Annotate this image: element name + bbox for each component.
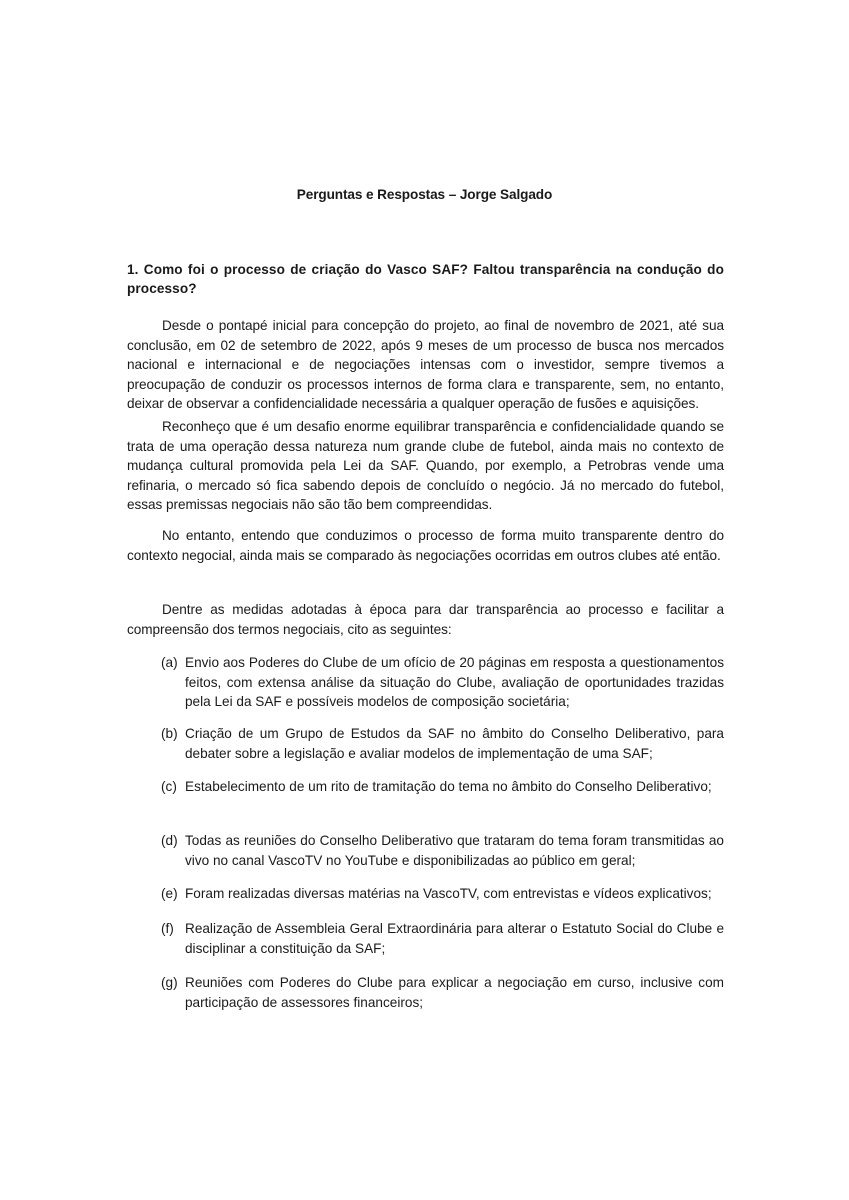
list-item-text: Foram realizadas diversas matérias na VascoTV, com entrevistas e vídeos explicativos; xyxy=(185,886,712,901)
list-item-text: Envio aos Poderes do Clube de um ofício de 20 páginas em resposta a questionamentos feitos, com extensa análise da situação do Clube, avaliação de oportunidades trazidas pela Lei da SAF e possíveis modelos de composição societária; xyxy=(185,655,724,709)
list-item-label: (d) xyxy=(161,833,178,848)
list-item xyxy=(161,919,724,958)
paragraph: Desde o pontapé inicial para concepção do projeto, ao final de novembro de 2021, até sua conclusão, em 02 de setembro de 2022, após 9 meses de um processo de busca nos mercados nacional e internacional e de negociações intensas com o investidor, sempre tivemos a preocupação de conduzir os processos internos de forma clara e transparente, sem, no entanto, deixar de observar a confidencialidade necessária a qualquer operação de fusões e aquisições. xyxy=(127,318,724,411)
list-item xyxy=(161,653,724,712)
list-item-text: Todas as reuniões do Conselho Deliberativo que trataram do tema foram transmitidas ao vivo no canal VascoTV no YouTube e disponibilizadas ao público em geral; xyxy=(185,833,724,868)
list-item-label: (f) xyxy=(161,921,174,936)
document-title: Perguntas e Respostas – Jorge Salgado xyxy=(296,187,553,202)
list-item-text: Realização de Assembleia Geral Extraordinária para alterar o Estatuto Social do Clube e disciplinar a constituição da SAF; xyxy=(185,921,724,956)
list-item-label: (b) xyxy=(161,726,178,741)
list-item xyxy=(161,724,724,763)
list-item xyxy=(161,777,724,797)
list-item xyxy=(161,973,724,1012)
paragraph: Dentre as medidas adotadas à época para dar transparência ao processo e facilitar a compreensão dos termos negociais, cito as seguintes: xyxy=(127,602,724,637)
list-item-label: (g) xyxy=(161,975,178,990)
question-heading: 1. Como foi o processo de criação do Vasco SAF? Faltou transparência na condução do processo? xyxy=(127,262,724,296)
list-item xyxy=(161,831,724,870)
list-item-text: Reuniões com Poderes do Clube para explicar a negociação em curso, inclusive com participação de assessores financeiros; xyxy=(185,975,724,1010)
list-item-text: Estabelecimento de um rito de tramitação do tema no âmbito do Conselho Deliberativo; xyxy=(185,779,712,794)
list-item-label: (a) xyxy=(161,655,178,670)
list-item-text: Criação de um Grupo de Estudos da SAF no âmbito do Conselho Deliberativo, para debater sobre a legislação e avaliar modelos de implementação de uma SAF; xyxy=(185,726,724,761)
paragraph: Reconheço que é um desafio enorme equilibrar transparência e confidencialidade quando se trata de uma operação dessa natureza num grande clube de futebol, ainda mais no contexto de mudança cultural promovida pela Lei da SAF. Quando, por exemplo, a Petrobras vende uma refinaria, o mercado só fica sabendo depois de concluído o negócio. Já no mercado do futebol, essas premissas negociais não são tão bem compreendidas. xyxy=(127,419,724,512)
list-item-label: (c) xyxy=(161,779,177,794)
paragraph: No entanto, entendo que conduzimos o processo de forma muito transparente dentro do contexto negocial, ainda mais se comparado às negociações ocorridas em outros clubes até então. xyxy=(127,528,724,563)
list-item xyxy=(161,884,724,904)
list-item-label: (e) xyxy=(161,886,178,901)
